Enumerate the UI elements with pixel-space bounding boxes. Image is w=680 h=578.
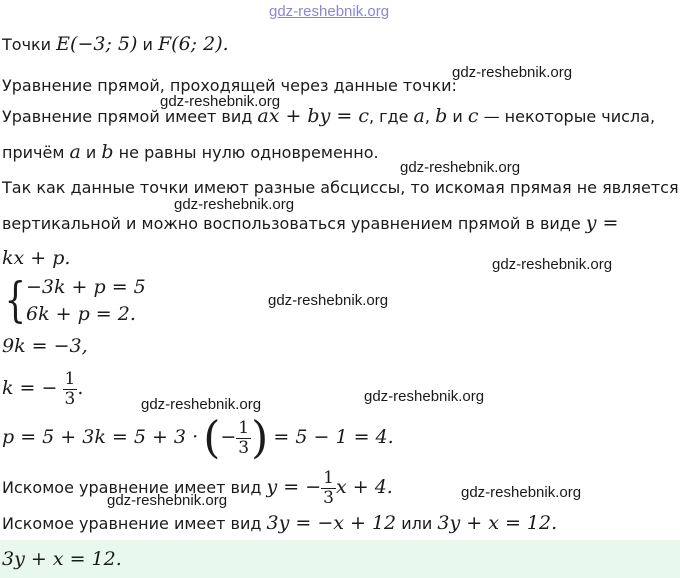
k-value-line <box>2 370 83 409</box>
title-line: Уравнение прямой, проходящей через данные точки: <box>2 76 457 95</box>
var-c: c <box>467 105 479 127</box>
p-lhs: p = 5 + 3k = 5 + 3 · <box>2 426 199 448</box>
k-lhs: k = − <box>2 377 58 399</box>
general-suffix: некоторые числа, <box>504 107 656 126</box>
fraction-numerator: 1 <box>64 369 76 389</box>
point-e: E(−3; 5) <box>56 33 138 55</box>
nonzero-line <box>2 142 379 163</box>
result-line-2 <box>2 513 557 534</box>
line6-equation: y = <box>585 212 619 234</box>
watermark: gdz-reshebnik.org <box>268 292 389 309</box>
var-a: a <box>69 141 81 163</box>
p-rhs: = 5 − 1 = 4. <box>273 426 394 448</box>
fraction-denominator: 3 <box>64 389 76 409</box>
left-paren: ( <box>203 412 221 464</box>
kx-p-line: kx + p. <box>2 247 71 269</box>
system-eq-1: −3k + p = 5 <box>26 276 146 298</box>
watermark: gdz-reshebnik.org <box>174 196 295 213</box>
or-word: или <box>401 514 433 533</box>
watermark: gdz-reshebnik.org <box>364 388 485 405</box>
result2-eq1: 3y = −x + 12 <box>266 512 397 534</box>
watermark: gdz-reshebnik.org <box>141 396 262 413</box>
fraction-numerator: 1 <box>323 468 334 488</box>
system-eq-2: 6k + p = 2. <box>26 303 136 325</box>
watermark: gdz-reshebnik.org <box>400 159 521 176</box>
fraction-numerator: 1 <box>238 418 250 438</box>
dot: . <box>77 377 84 399</box>
fraction-one-third <box>63 370 78 409</box>
comma: , <box>424 107 430 126</box>
points-word: Точки <box>2 35 52 54</box>
watermark: gdz-reshebnik.org <box>160 93 281 110</box>
minus: − <box>220 426 237 448</box>
top-watermark[interactable]: gdz-reshebnik.org <box>269 3 390 20</box>
line4-suffix: не равны нулю одновременно. <box>118 143 379 162</box>
general-equation: ax + by = c <box>257 105 369 127</box>
var-b: b <box>435 105 448 127</box>
result1-rhs: x + 4. <box>336 476 393 498</box>
var-b: b <box>101 141 114 163</box>
point-f: F(6; 2). <box>158 33 229 55</box>
var-a: a <box>413 105 425 127</box>
eq-9k: 9k = −3, <box>2 335 88 357</box>
fraction-denominator: 3 <box>238 438 250 458</box>
watermark: gdz-reshebnik.org <box>107 492 228 509</box>
line6-prefix: вертикальной и можно воспользоваться уравнением прямой в виде <box>2 214 581 233</box>
points-line <box>2 34 229 55</box>
p-value-line <box>2 412 394 464</box>
fraction-one-third <box>236 419 251 458</box>
fraction-denominator: 3 <box>323 488 334 508</box>
result2-eq2: 3y + x = 12. <box>437 512 558 534</box>
watermark: gdz-reshebnik.org <box>461 484 582 501</box>
result1-lhs: y = − <box>266 476 322 498</box>
result2-prefix: Искомое уравнение имеет вид <box>2 514 262 533</box>
and-word: и <box>142 35 153 54</box>
general-prefix: Уравнение прямой имеет вид <box>2 107 253 126</box>
and-word: и <box>85 143 97 162</box>
result1-prefix: Искомое уравнение имеет вид <box>2 478 262 497</box>
abscissa-line: Так как данные точки имеют разные абсциссы, то искомая прямая не является <box>2 178 679 197</box>
watermark: gdz-reshebnik.org <box>492 256 613 273</box>
fraction-one-third <box>321 469 336 508</box>
general-where: , где <box>368 107 409 126</box>
system-brace: { <box>4 272 26 328</box>
vertical-line-text <box>2 213 618 234</box>
and-word: и <box>452 107 463 126</box>
watermark: gdz-reshebnik.org <box>452 64 573 81</box>
dash: — <box>483 107 500 126</box>
line4-prefix: причём <box>2 143 65 162</box>
answer-equation: 3y + x = 12. <box>2 548 122 570</box>
right-paren: ) <box>251 412 269 464</box>
general-form-line <box>2 106 655 127</box>
